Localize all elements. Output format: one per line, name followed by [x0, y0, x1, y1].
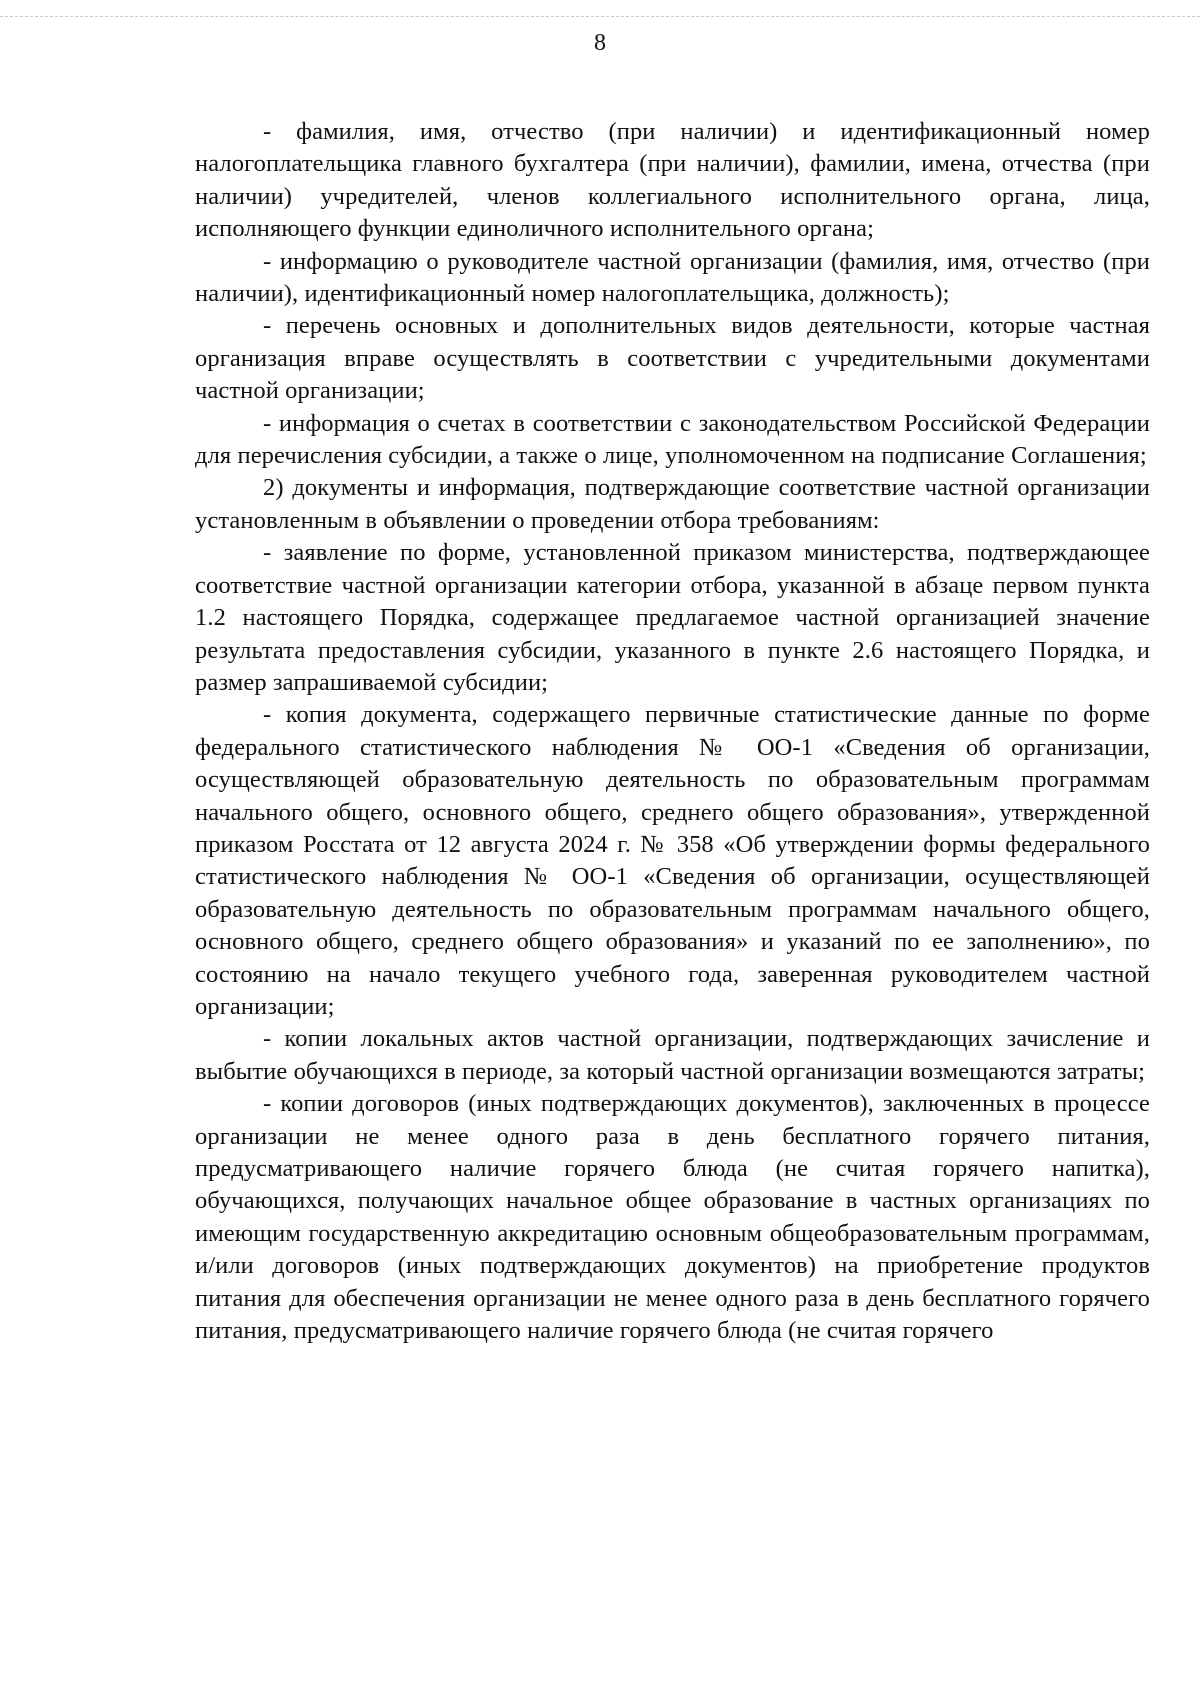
page-number: 8	[594, 30, 606, 56]
paragraph-application-form: - заявление по форме, установленной приказом министерства, подтверждающее соответствие частной организации категории отбора, указанной в абзаце первом пункта 1.2 настоящего Порядка, содержащее предлагаемое частной организацией значение результата предоставления субсидии, указанного в пункте 2.6 настоящего Порядка, и размер запрашиваемой субсидии;	[195, 539, 1150, 696]
paragraph-contracts-copy: - копии договоров (иных подтверждающих документов), заключенных в процессе организации не менее одного раза в день бесплатного горячего питания, предусматривающего наличие горячего блюда (не считая горячего напитка), обучающихся, получающих начальное общее образование в частных организациях по имеющим государственную аккредитацию основным общеобразовательным программам, и/или договоров (иных подтверждающих документов) на приобретение продуктов питания для обеспечения организации не менее одного раза в день бесплатного горячего питания, предусматривающего наличие горячего блюда (не считая горячего	[195, 1090, 1150, 1345]
scan-edge-artifact	[0, 16, 1200, 21]
paragraph-documents-item-2: 2) документы и информация, подтверждающие соответствие частной организации установленным в объявлении о проведении отбора требованиям:	[195, 474, 1150, 534]
paragraph-statistics-copy: - копия документа, содержащего первичные статистические данные по форме федерального статистического наблюдения № ОО-1 «Сведения об организации, осуществляющей образовательную деятельность по образовательным программам начального общего, основного общего, среднего общего образования», утвержденной приказом Росстата от 12 августа 2024 г. № 358 «Об утверждении формы федерального статистического наблюдения № ОО-1 «Сведения об организации, осуществляющей образовательную деятельность по образовательным программам начального общего, основного общего, среднего общего образования» и указаний по ее заполнению», по состоянию на начало текущего учебного года, заверенная руководителем частной организации;	[195, 701, 1150, 1020]
paragraph-local-acts-copy: - копии локальных актов частной организации, подтверждающих зачисление и выбытие обучающихся в периоде, за который частной организации возмещаются затраты;	[195, 1025, 1150, 1085]
paragraph-chief-accountant-founders: - фамилия, имя, отчество (при наличии) и идентификационный номер налогоплательщика главного бухгалтера (при наличии), фамилии, имена, отчества (при наличии) учредителей, членов коллегиального исполнительного органа, лица, исполняющего функции единоличного исполнительного органа;	[195, 118, 1150, 243]
paragraph-activities-list: - перечень основных и дополнительных видов деятельности, которые частная организация вправе осуществлять в соответствии с учредительными документами частной организации;	[195, 312, 1150, 405]
paragraph-accounts-info: - информация о счетах в соответствии с законодательством Российской Федерации для перечисления субсидии, а также о лице, уполномоченном на подписание Соглашения;	[195, 409, 1150, 470]
document-body	[195, 116, 1150, 1347]
paragraph-head-of-organization: - информацию о руководителе частной организации (фамилия, имя, отчество (при наличии), идентификационный номер налогоплательщика, должность);	[195, 247, 1150, 308]
